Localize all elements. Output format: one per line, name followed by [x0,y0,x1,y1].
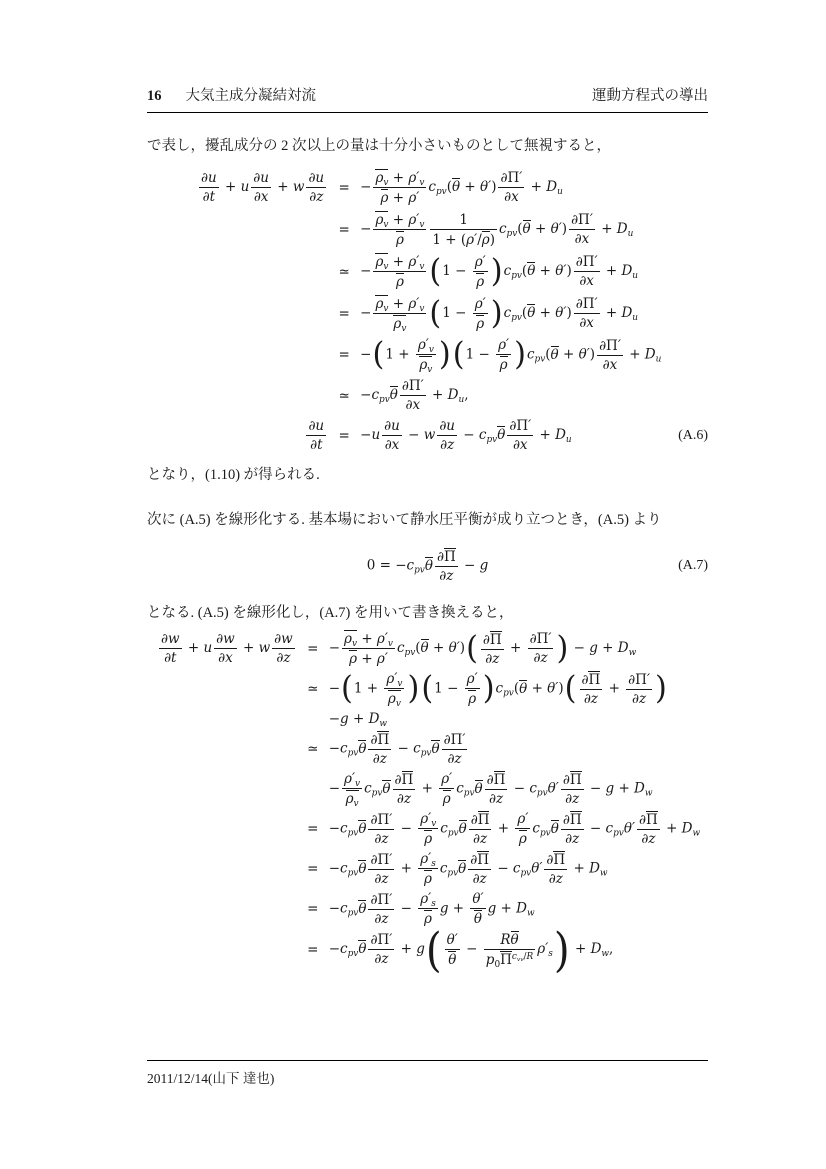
equation-block-u-momentum [147,169,708,453]
paragraph-intro: で表し，擾乱成分の 2 次以上の量は十分小さいものとして無視すると， [147,138,611,154]
equation-block-w-momentum [147,629,708,978]
paragraph-rewrite: となる. (A.5) を線形化し，(A.7) を用いて書き換えると， [147,605,514,622]
equation-rhs: $-c_{pv}\theta$ $\frac{\partial\Pi'}{\partial x}$ + $D_u$, [360,378,469,414]
equation-relation: ≃ [338,387,350,404]
equation-rhs: − $\frac{\rho_v + \rho'_v}{\rho}$ (1 − $\frac{\rho'}{\rho}$ )$c_{pv}(\theta + \theta')$ $\frac{\partial\Pi'}{\partial x}$ + $D_u$ [360,252,639,291]
paragraph-linearize: 次に (A.5) を線形化する. 基本場において静水圧平衡が成り立つとき，(A.5) より [147,512,662,529]
equation-a7-tag: (A.7) [678,558,708,574]
equation-relation: = [338,305,350,322]
equation-rhs: − $\frac{\rho_v + \rho'_v}{\rho + \rho'}$ $c_{pv}(\theta + \theta')$ $\frac{\partial\Pi'}{\partial x}$ + $D_u$ [360,170,563,207]
equation-relation: = [338,427,350,444]
page-footer [147,1060,708,1087]
equation-rhs: − $\frac{\rho_v + \rho'_v}{\rho}$ $\frac{1}{1 + (\rho'/\rho)}$ $c_{pv}(\theta + \theta')$ $\frac{\partial\Pi'}{\partial x}$ + $D_u$ [360,211,634,249]
equation-relation: ≃ [307,741,319,758]
page-body [147,136,708,978]
equation-relation: = [307,941,319,958]
equation-rhs: − $\frac{\rho_v + \rho'_v}{\rho + \rho'}$ $c_{pv}(\theta + \theta')$( $\frac{\partial\Pi}{\partial z}$ + $\frac{\partial\Pi'}{\partial z}$ ) − $g + D_w$ [328,629,637,668]
footer-text: 2011/12/14(山下 達也) [147,1071,275,1086]
header-left-title: 大気主成分凝結対流 [185,88,316,104]
paragraph-result: となり，(1.10) が得られる. [147,467,320,484]
equation-relation: = [338,179,350,196]
equation-relation: = [338,221,350,238]
equation-rhs: −(1 + $\frac{\rho'_v}{\rho_v}$ )(1 − $\frac{\rho'}{\rho}$ )$c_{pv}(\theta + \theta')$( $\frac{\partial\Pi}{\partial z}$ + $\frac{\partial\Pi'}{\partial z}$ ) [328,670,667,710]
equation-rhs: −u $\frac{\partial u}{\partial x}$ − w $\frac{\partial u}{\partial z}$ − $c_{pv}\theta$ $\frac{\partial\Pi'}{\partial x}$ + $D_u$ [360,418,572,454]
page-number: 16 [147,88,162,104]
equation-a7-body: $0 = -c_{pv}\theta$ $\frac{\partial\Pi}{\partial z}$ − g [366,549,489,585]
equation-lhs: $\frac{\partial u}{\partial t}$ [308,418,325,454]
equation-rhs: −(1 + $\frac{\rho'_v}{\rho_v}$ )(1 − $\frac{\rho'}{\rho}$ )$c_{pv}(\theta + \theta')$ $\frac{\partial\Pi'}{\partial x}$ + $D_u$ [360,336,662,376]
equation-relation: = [307,821,319,838]
equation-rhs: $-c_{pv}\theta$ $\frac{\partial\Pi'}{\partial z}$ − $\frac{\rho'_s}{\rho}$ g + $\frac{\theta'}{\theta}$ $g + D_w$ [328,891,535,928]
equation-a7 [147,545,708,587]
header-left [147,84,316,105]
equation-rhs: $-g + D_w$ [328,711,388,730]
equation-lhs: $\frac{\partial w}{\partial t}$ + u $\frac{\partial w}{\partial x}$ + w $\frac{\partial w}{\partial z}$ [161,631,293,667]
equation-relation: ≃ [307,681,319,698]
equation-relation: = [307,640,319,657]
equation-rhs: $-c_{pv}\theta$ $\frac{\partial\Pi}{\partial z}$ − $c_{pv}\theta$ $\frac{\partial\Pi'}{\partial z}$ [328,731,466,768]
equation-tag: (A.6) [678,427,708,443]
page-header [147,84,708,113]
equation-relation: ≃ [338,263,350,280]
equation-rhs: − $\frac{\rho'_v}{\rho_v}$ $c_{pv}\theta$ $\frac{\partial\Pi}{\partial z}$ + $\frac{\rho'}{\rho}$ $c_{pv}\theta$ $\frac{\partial\Pi}{\partial z}$ − $c_{pv}\theta'$ $\frac{\partial\Pi}{\partial z}$ − $g + D_w$ [328,771,653,810]
header-right-title: 運動方程式の導出 [592,88,708,104]
equation-rhs: $-c_{pv}\theta$ $\frac{\partial\Pi'}{\partial z}$ − $\frac{\rho'_v}{\rho}$ $c_{pv}\theta$ $\frac{\partial\Pi}{\partial z}$ + $\frac{\rho'}{\rho}$ $c_{pv}\theta$ $\frac{\partial\Pi}{\partial z}$ − $c_{pv}\theta'$ $\frac{\partial\Pi}{\partial z}$ + $D_w$ [328,811,701,848]
equation-relation: = [307,901,319,918]
equation-rhs: − $\frac{\rho_v + \rho'_v}{\rho_v}$ (1 − $\frac{\rho'}{\rho}$ )$c_{pv}(\theta + \theta')$ $\frac{\partial\Pi'}{\partial x}$ + $D_u$ [360,294,639,335]
equation-lhs: $\frac{\partial u}{\partial t}$ + u $\frac{\partial u}{\partial x}$ + w $\frac{\partial u}{\partial z}$ [201,170,325,206]
equation-rhs: $-c_{pv}\theta$ $\frac{\partial\Pi'}{\partial z}$ + $\frac{\rho'_s}{\rho}$ $c_{pv}\theta$ $\frac{\partial\Pi}{\partial z}$ − $c_{pv}\theta'$ $\frac{\partial\Pi}{\partial z}$ + $D_w$ [328,851,608,888]
equation-relation: = [307,861,319,878]
equation-rhs: $-c_{pv}\theta$ $\frac{\partial\Pi'}{\partial z}$ + g( $\frac{\theta'}{\theta}$ − $\frac{R\theta}{p_0\Pi^{c_{vv}/R}}$ $\rho'_s) + D_w$, [328,921,614,978]
equation-relation: = [338,347,350,364]
